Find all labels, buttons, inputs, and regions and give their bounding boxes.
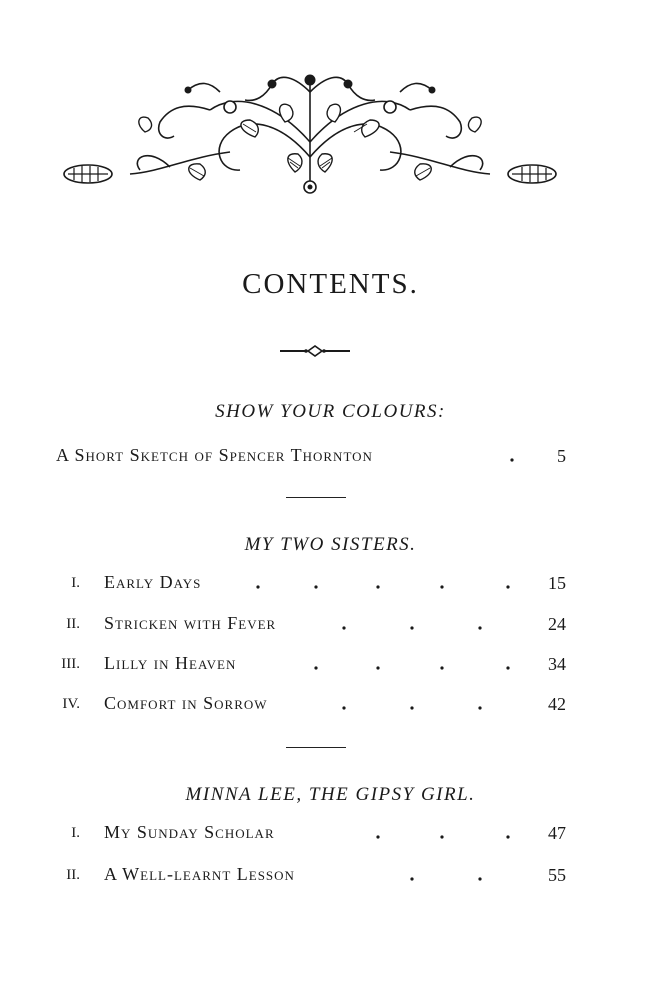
toc-entry-page: 34 xyxy=(548,654,566,674)
toc-entry-number: III. xyxy=(61,656,80,672)
floral-headpiece-ornament-icon xyxy=(60,62,560,202)
toc-entry-number: II. xyxy=(66,867,80,883)
toc-entry-label: Lilly in Heaven xyxy=(104,653,237,673)
section-divider xyxy=(286,497,346,498)
section-title-show-your-colours: SHOW YOUR COLOURS: xyxy=(215,401,446,422)
toc-entry[interactable] xyxy=(0,652,661,678)
toc-entry-label: A Well-learnt Lesson xyxy=(104,864,295,884)
toc-entry-label: Stricken with Fever xyxy=(104,613,277,633)
toc-entry-page: 24 xyxy=(548,614,566,634)
toc-entry-page: 47 xyxy=(548,823,566,843)
toc-entry-label: A Short Sketch of Spencer Thornton xyxy=(56,445,373,465)
toc-entry-page: 15 xyxy=(548,573,566,593)
toc-entry-label: My Sunday Scholar xyxy=(104,822,275,842)
toc-entry[interactable] xyxy=(0,571,661,597)
toc-entry-page: 5 xyxy=(557,446,566,466)
toc-entry-label: Comfort in Sorrow xyxy=(104,693,268,713)
toc-entry-page: 42 xyxy=(548,694,566,714)
toc-entry[interactable] xyxy=(0,692,661,718)
section-title-my-two-sisters: MY TWO SISTERS. xyxy=(244,534,417,555)
toc-entry-label: Early Days xyxy=(104,572,202,592)
toc-entry[interactable] xyxy=(0,444,661,470)
toc-entry-number: II. xyxy=(66,616,80,632)
page-title: CONTENTS. xyxy=(242,268,419,300)
toc-entry[interactable] xyxy=(0,863,661,889)
toc-entry[interactable] xyxy=(0,821,661,847)
section-divider xyxy=(286,747,346,748)
section-title-minna-lee: MINNA LEE, THE GIPSY GIRL. xyxy=(185,784,476,805)
toc-entry[interactable] xyxy=(0,612,661,638)
toc-entry-number: I. xyxy=(71,825,80,841)
toc-entry-number: I. xyxy=(71,575,80,591)
small-diamond-divider-icon xyxy=(278,344,352,358)
toc-entry-page: 55 xyxy=(548,865,566,885)
toc-entry-number: IV. xyxy=(62,696,80,712)
